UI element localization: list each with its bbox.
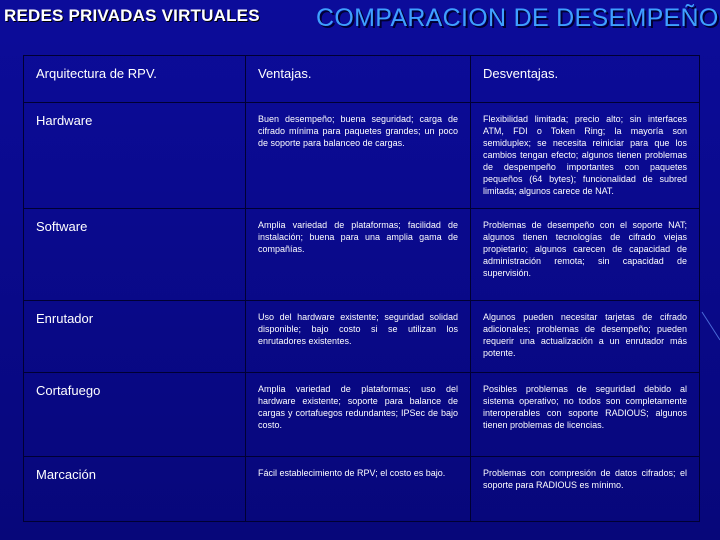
table-row [24, 301, 700, 373]
row-pros: Buen desempeño; buena seguridad; carga de cifrado mínima para paquetes grandes; un poco de soporte para balanceo de cargas. [246, 103, 471, 209]
section-title: REDES PRIVADAS VIRTUALES [4, 6, 260, 25]
row-cons: Algunos pueden necesitar tarjetas de cifrado adicionales; problemas de desempeño; pueden requerir una actualización a un enrutador más potente. [471, 301, 700, 373]
row-cons: Posibles problemas de seguridad debido al sistema operativo; no todos son completamente interoperables con soporte RADIOUS; algunos tienen problemas de licencias. [471, 373, 700, 457]
row-pros: Fácil establecimiento de RPV; el costo es bajo. [246, 457, 471, 522]
row-architecture: Enrutador [24, 301, 246, 373]
row-pros: Amplia variedad de plataformas; facilidad de instalación; buena para una amplia gama de compañías. [246, 209, 471, 301]
column-header-pros: Ventajas. [246, 56, 471, 103]
row-cons: Problemas de desempeño con el soporte NAT; algunos tienen tecnologías de cifrado viejas propietario; algunos carecen de capacidad de administración remota; sin capacidad de supervisión. [471, 209, 700, 301]
row-cons: Flexibilidad limitada; precio alto; sin interfaces ATM, FDI o Token Ring; la mayoría son semiduplex; se necesita reiniciar para que los cambios tengan efecto; algunos tienen problemas de despempeño importantes con paquetes pequeños (64 bytes); funcionalidad de subred limitada; algunos carece de NAT. [471, 103, 700, 209]
table-row [24, 373, 700, 457]
comparison-table [23, 55, 700, 522]
table-row [24, 457, 700, 522]
row-pros: Amplia variedad de plataformas; uso del hardware existente; soporte para balance de cargas y cortafuegos redundantes; IPSec de bajo costo. [246, 373, 471, 457]
column-header-architecture: Arquitectura de RPV. [24, 56, 246, 103]
row-architecture: Cortafuego [24, 373, 246, 457]
row-pros: Uso del hardware existente; seguridad solidad disponible; bajo costo si se utilizan los enrutadores existentes. [246, 301, 471, 373]
row-architecture: Marcación [24, 457, 246, 522]
row-cons: Problemas con compresión de datos cifrados; el soporte para RADIOUS es mínimo. [471, 457, 700, 522]
row-architecture: Hardware [24, 103, 246, 209]
table-row [24, 103, 700, 209]
table-row [24, 209, 700, 301]
table-header-row [24, 56, 700, 103]
column-header-cons: Desventajas. [471, 56, 700, 103]
row-architecture: Software [24, 209, 246, 301]
page-title: COMPARACION DE DESEMPEÑO [316, 4, 719, 32]
